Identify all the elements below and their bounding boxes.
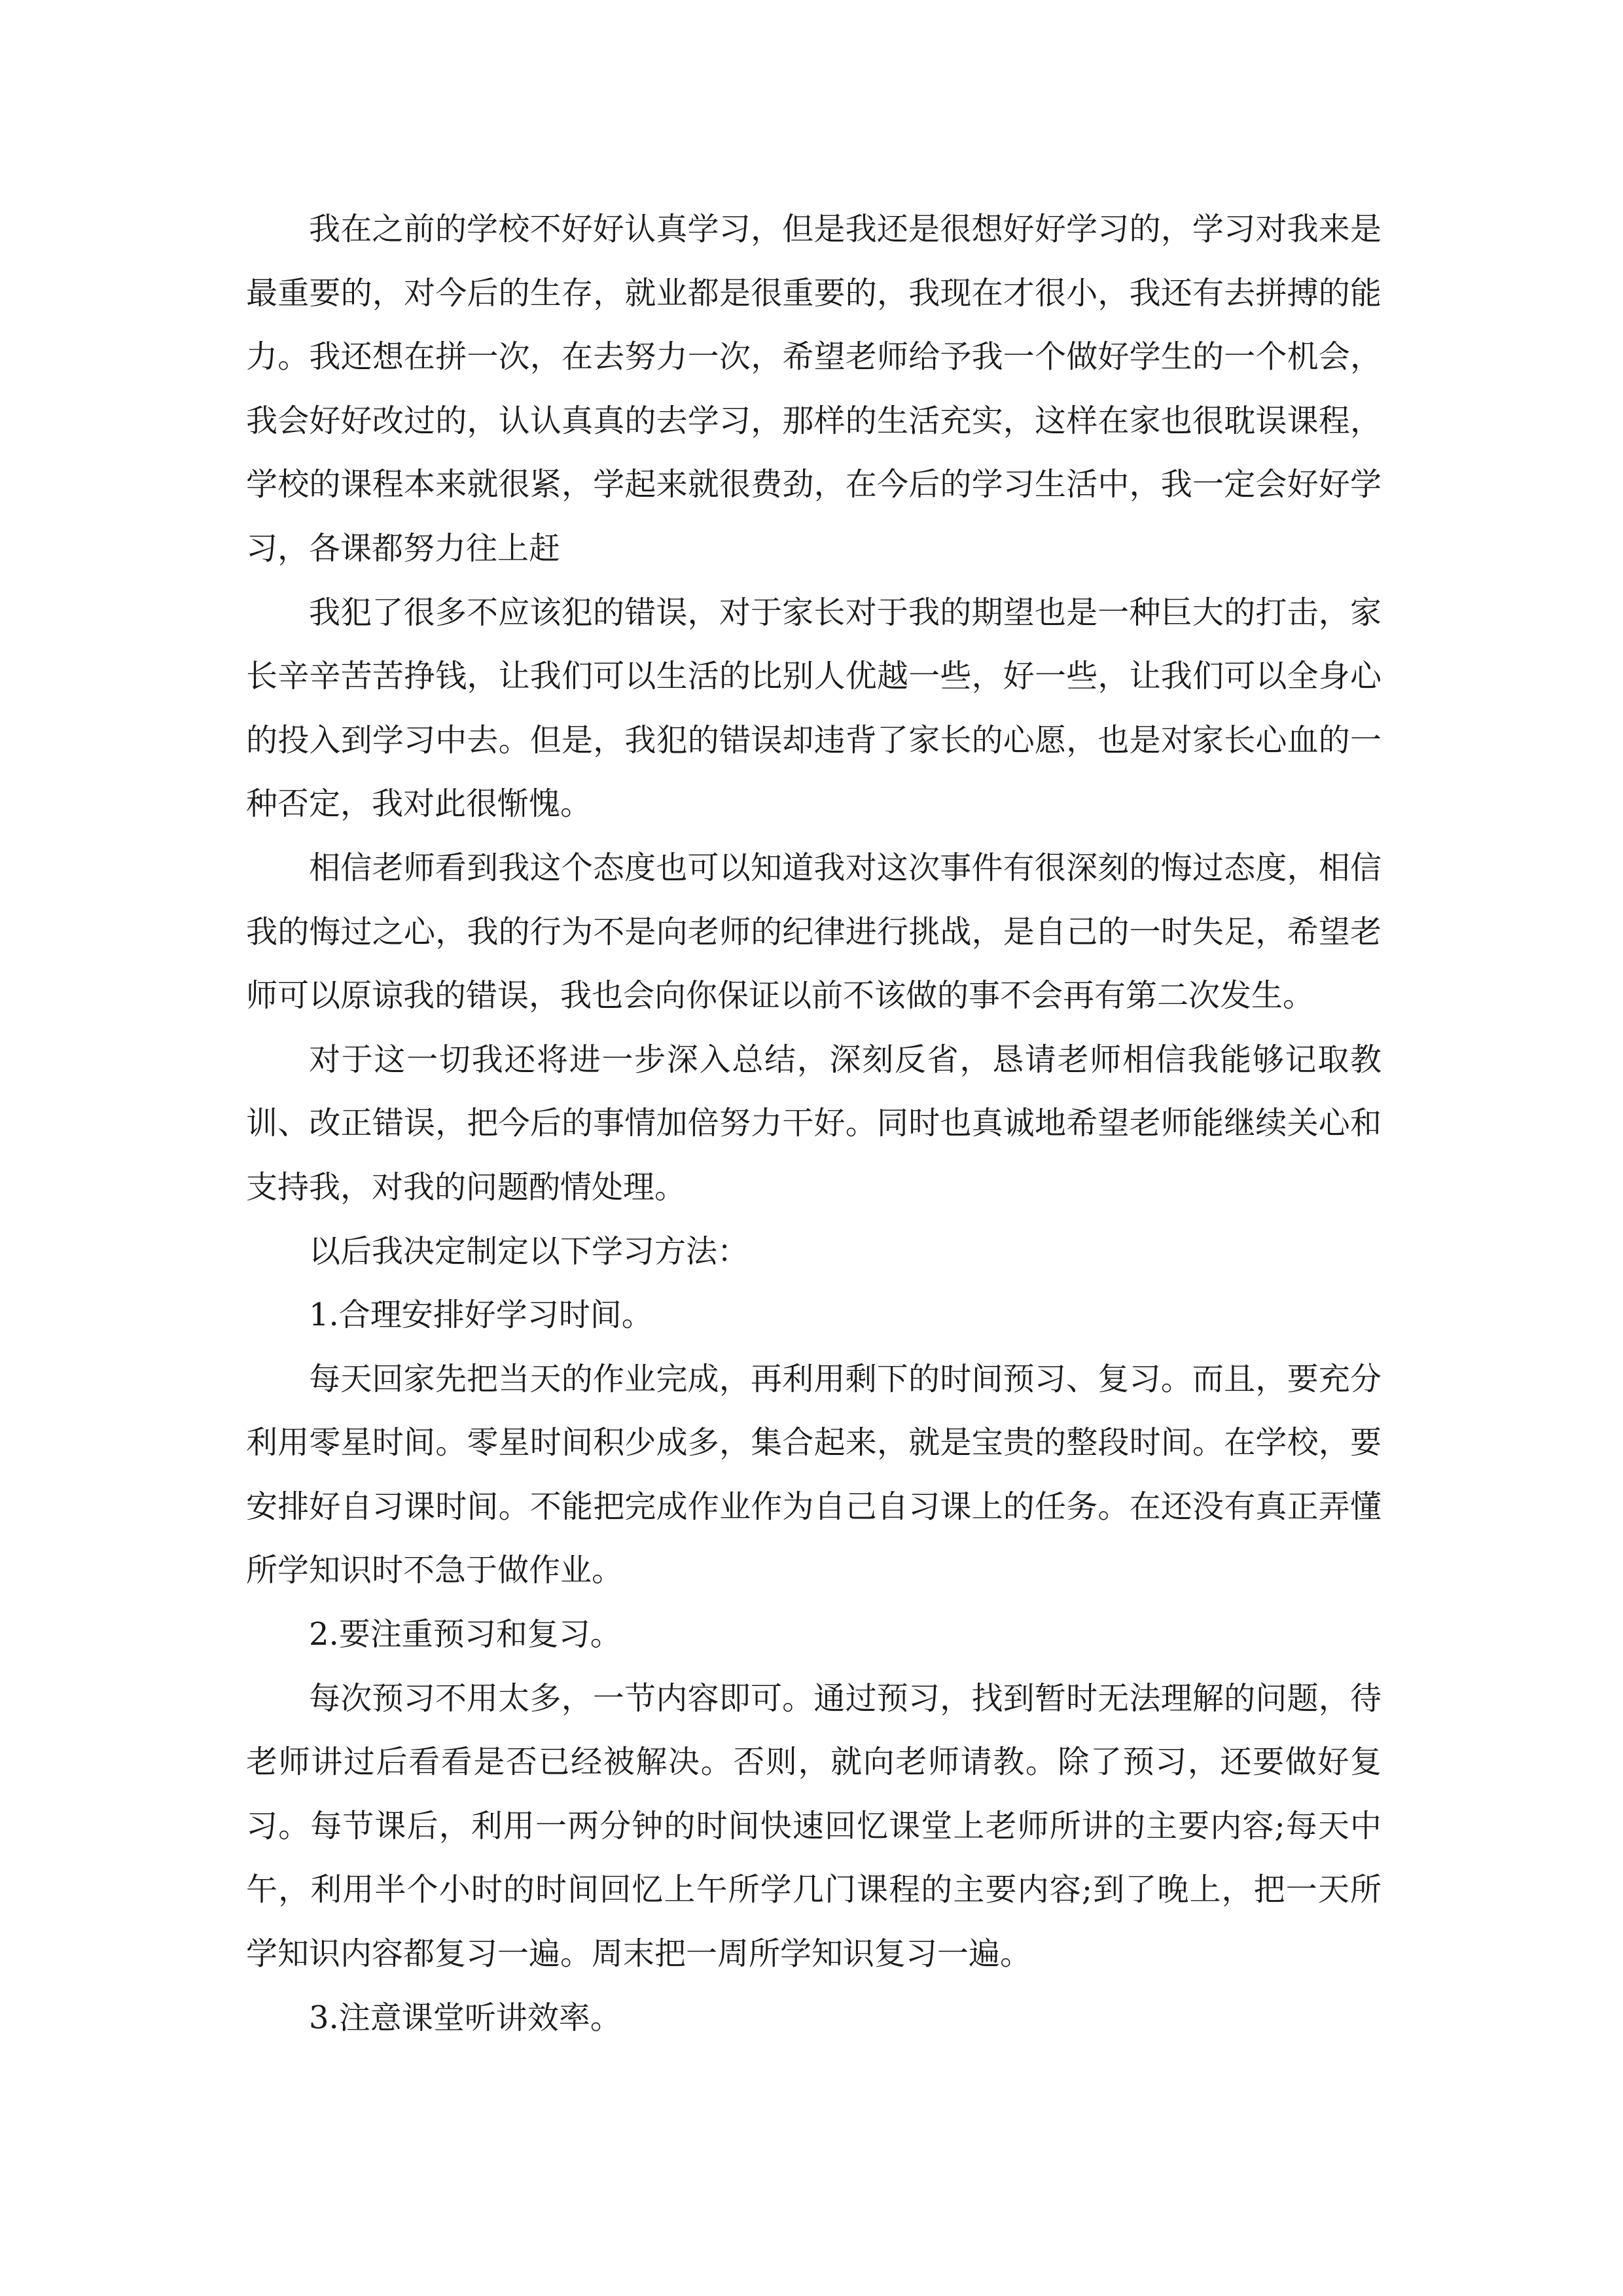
- paragraph-4: 对于这一切我还将进一步深入总结，深刻反省，恳请老师相信我能够记取教训、改正错误，把今后的事情加倍努力干好。同时也真诚地希望老师能继续关心和支持我，对我的问题酌情处理。: [246, 1041, 1382, 1206]
- paragraph-2: 我犯了很多不应该犯的错误，对于家长对于我的期望也是一种巨大的打击，家长辛辛苦苦挣钱，让我们可以生活的比别人优越一些，好一些，让我们可以全身心的投入到学习中去。但是，我犯的错误却违背了家长的心愿，也是对家长心血的一种否定，我对此很惭愧。: [246, 594, 1382, 823]
- paragraph-1: 我在之前的学校不好好认真学习，但是我还是很想好好学习的，学习对我来是最重要的，对今后的生存，就业都是很重要的，我现在才很小，我还有去拼搏的能力。我还想在拼一次，在去努力一次，希望老师给予我一个做好学生的一个机会，我会好好改过的，认认真真的去学习，那样的生活充实，这样在家也很耽误课程，学校的课程本来就很紧，学起来就很费劲，在今后的学习生活中，我一定会好好学习，各课都努力往上赶: [246, 211, 1382, 567]
- paragraph-5: 以后我决定制定以下学习方法：: [309, 1232, 749, 1270]
- document-body: [246, 198, 1382, 2050]
- paragraph-6: 每天回家先把当天的作业完成，再利用剩下的时间预习、复习。而且，要充分利用零星时间。零星时间积少成多，集合起来，就是宝贵的整段时间。在学校，要安排好自习课时间。不能把完成作业作为自己自习课上的任务。在还没有真正弄懂所学知识时不急于做作业。: [246, 1360, 1382, 1589]
- paragraph-3: 相信老师看到我这个态度也可以知道我对这次事件有很深刻的悔过态度，相信我的悔过之心，我的行为不是向老师的纪律进行挑战，是自己的一时失足，希望老师可以原谅我的错误，我也会向你保证以前不该做的事不会再有第二次发生。: [246, 849, 1382, 1014]
- list-heading-3: 3.注意课堂听讲效率。: [309, 1999, 622, 2036]
- paragraph-7: 每次预习不用太多，一节内容即可。通过预习，找到暂时无法理解的问题，待老师讲过后看看是否已经被解决。否则，就向老师请教。除了预习，还要做好复习。每节课后，利用一两分钟的时间快速回忆课堂上老师所讲的主要内容;每天中午，利用半个小时的时间回忆上午所学几门课程的主要内容;到了晚上，把一天所学知识内容都复习一遍。周末把一周所学知识复习一遍。: [246, 1679, 1382, 1973]
- list-heading-2: 2.要注重预习和复习。: [309, 1616, 622, 1653]
- list-heading-1: 1.合理安排好学习时间。: [309, 1297, 653, 1334]
